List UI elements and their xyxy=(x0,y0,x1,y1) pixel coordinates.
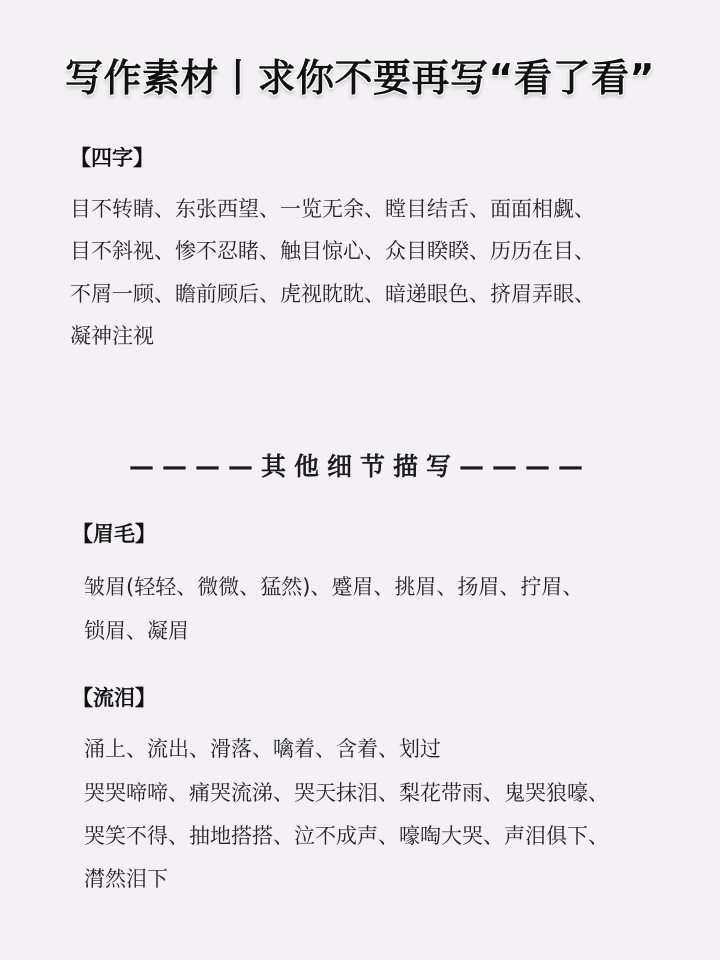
four-char-line-3: 不屑一顾、瞻前顾后、虎视眈眈、暗递眼色、挤眉弄眼、 xyxy=(70,282,595,306)
four-char-line-1: 目不转睛、东张西望、一览无余、瞠目结舌、面面相觑、 xyxy=(70,197,595,221)
four-char-line-2: 目不斜视、惨不忍睹、触目惊心、众目睽睽、历历在目、 xyxy=(70,239,595,263)
tears-line-2: 哭哭啼啼、痛哭流涕、哭天抹泪、梨花带雨、鬼哭狼嚎、 xyxy=(84,781,609,805)
section-label-eyebrows: 【眉毛】 xyxy=(72,522,156,546)
section-divider: ————其他细节描写———— xyxy=(128,452,591,481)
section-label-tears: 【流泪】 xyxy=(72,686,156,710)
four-char-line-4: 凝神注视 xyxy=(70,324,154,348)
tears-line-4: 潸然泪下 xyxy=(84,867,168,891)
section-label-four-char: 【四字】 xyxy=(70,146,154,170)
page-title: 写作素材丨求你不要再写“看了看” xyxy=(65,56,655,100)
tears-line-3: 哭笑不得、抽地搭搭、泣不成声、嚎啕大哭、声泪俱下、 xyxy=(84,824,609,848)
eyebrows-line-2: 锁眉、凝眉 xyxy=(84,619,189,643)
tears-line-1: 涌上、流出、滑落、噙着、含着、划过 xyxy=(84,737,441,761)
eyebrows-line-1: 皱眉(轻轻、微微、猛然)、蹙眉、挑眉、扬眉、拧眉、 xyxy=(84,575,584,599)
